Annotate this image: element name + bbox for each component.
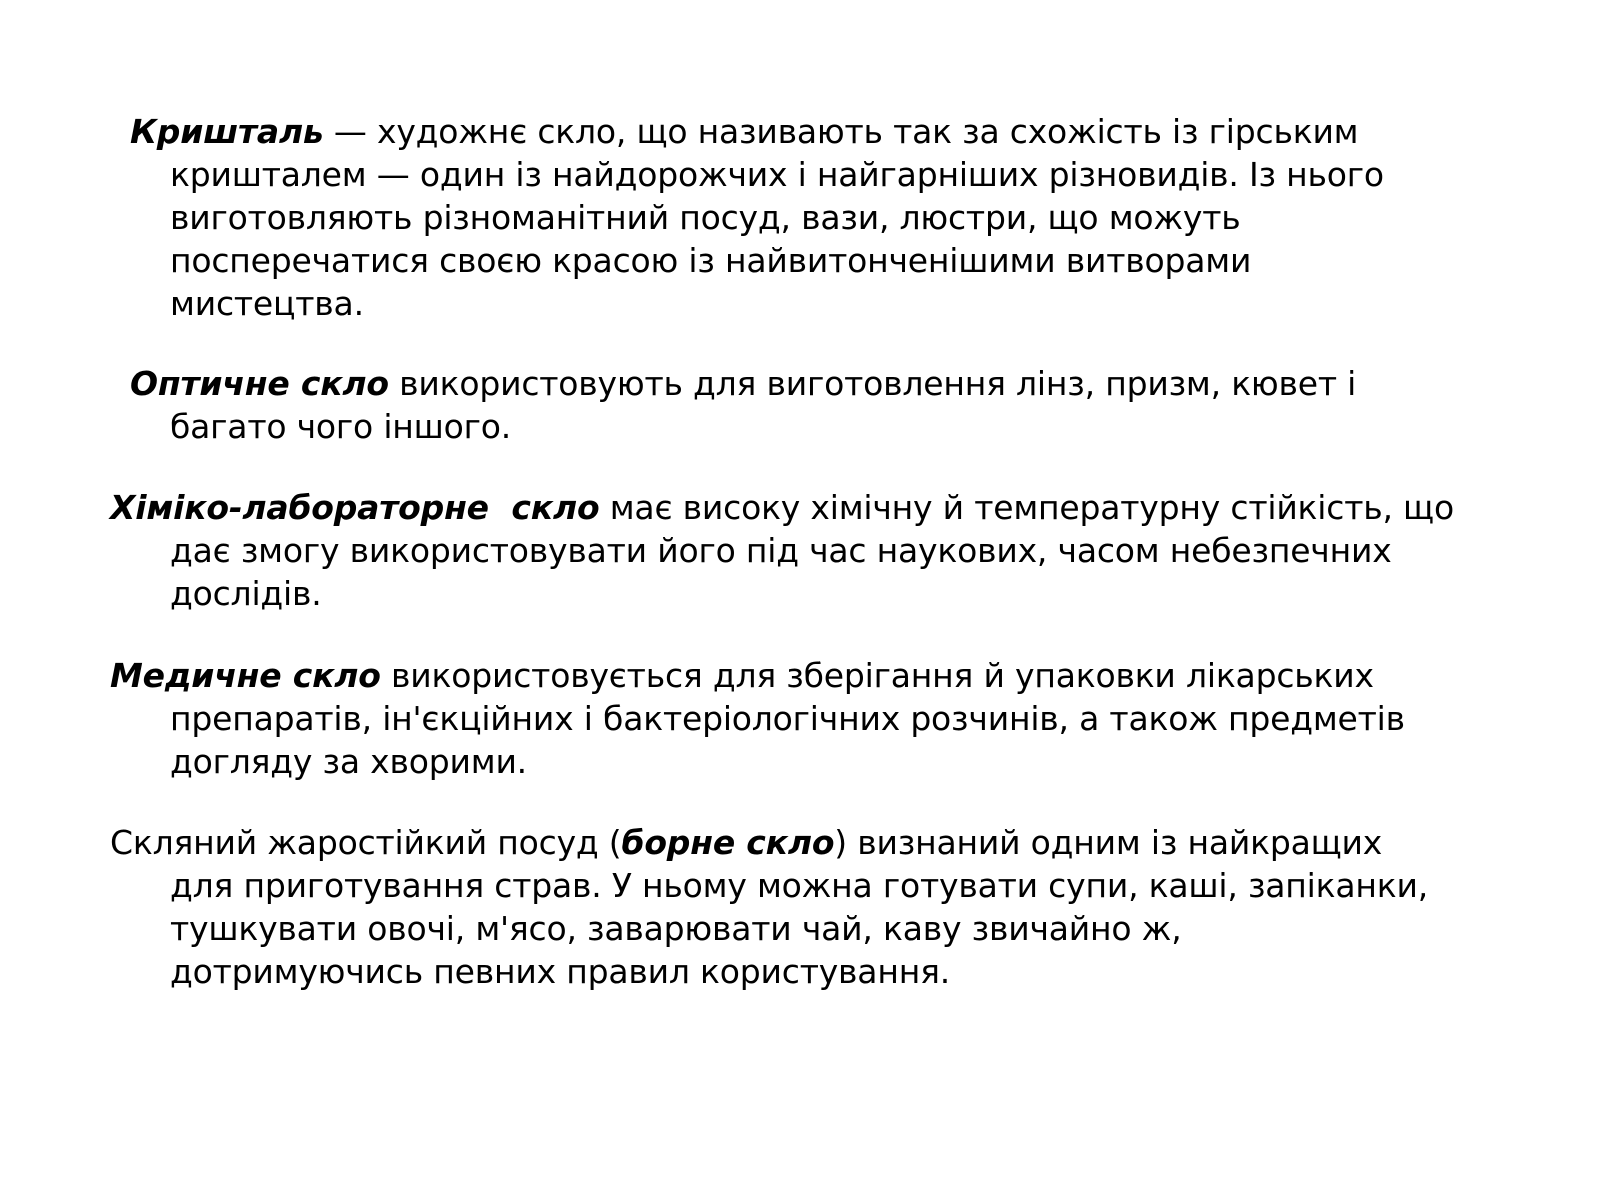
paragraph-line: посперечатися своєю красою із найвитонченішими витворами <box>170 241 1252 280</box>
term-crystal: Кришталь <box>130 112 324 151</box>
line-text: — художнє скло, що називають так за схожість із гірським <box>323 112 1359 151</box>
paragraph-line: для приготування страв. У ньому можна готувати супи, каші, запіканки, <box>170 866 1429 905</box>
paragraph-line: препаратів, ін'єкційних і бактеріологічних розчинів, а також предметів <box>170 699 1405 738</box>
paragraph-line: догляду за хворими. <box>170 742 527 781</box>
paragraph-line: дає змогу використовувати його під час наукових, часом небезпечних <box>170 531 1392 570</box>
line-text: має високу хімічну й температурну стійкість, що <box>599 488 1454 527</box>
paragraph-line <box>110 486 1550 529</box>
paragraph-optical <box>110 362 1550 448</box>
paragraph-lab <box>110 486 1550 615</box>
paragraph-line: мистецтва. <box>170 284 364 323</box>
line-text: ) визнаний одним із найкращих <box>834 823 1383 862</box>
paragraph-line <box>110 110 1550 153</box>
paragraph-line: виготовляють різноманітний посуд, вази, люстри, що можуть <box>170 198 1241 237</box>
paragraph-line: кришталем — один із найдорожчих і найгарніших різновидів. Із нього <box>170 155 1384 194</box>
paragraph-line: дотримуючись певних правил користування. <box>170 952 951 991</box>
term-medical: Медичне скло <box>110 656 381 695</box>
paragraph-line <box>110 821 1550 864</box>
paragraph-line: дослідів. <box>170 574 322 613</box>
paragraph-borosilicate <box>110 821 1550 993</box>
line-prefix: Скляний жаростійкий посуд ( <box>110 823 622 862</box>
term-borosilicate: борне скло <box>621 823 835 862</box>
paragraph-crystal <box>110 110 1550 325</box>
paragraph-medical <box>110 654 1550 783</box>
paragraph-line <box>110 362 1550 405</box>
line-text: використовується для зберігання й упаковки лікарських <box>380 656 1374 695</box>
term-optical: Оптичне скло <box>130 364 389 403</box>
paragraph-line: тушкувати овочі, м'ясо, заварювати чай, каву звичайно ж, <box>170 909 1182 948</box>
paragraph-line <box>110 654 1550 697</box>
term-lab: Хіміко-лабораторне скло <box>110 488 600 527</box>
line-text: використовують для виготовлення лінз, призм, кювет і <box>388 364 1357 403</box>
paragraph-line: багато чого іншого. <box>170 407 512 446</box>
